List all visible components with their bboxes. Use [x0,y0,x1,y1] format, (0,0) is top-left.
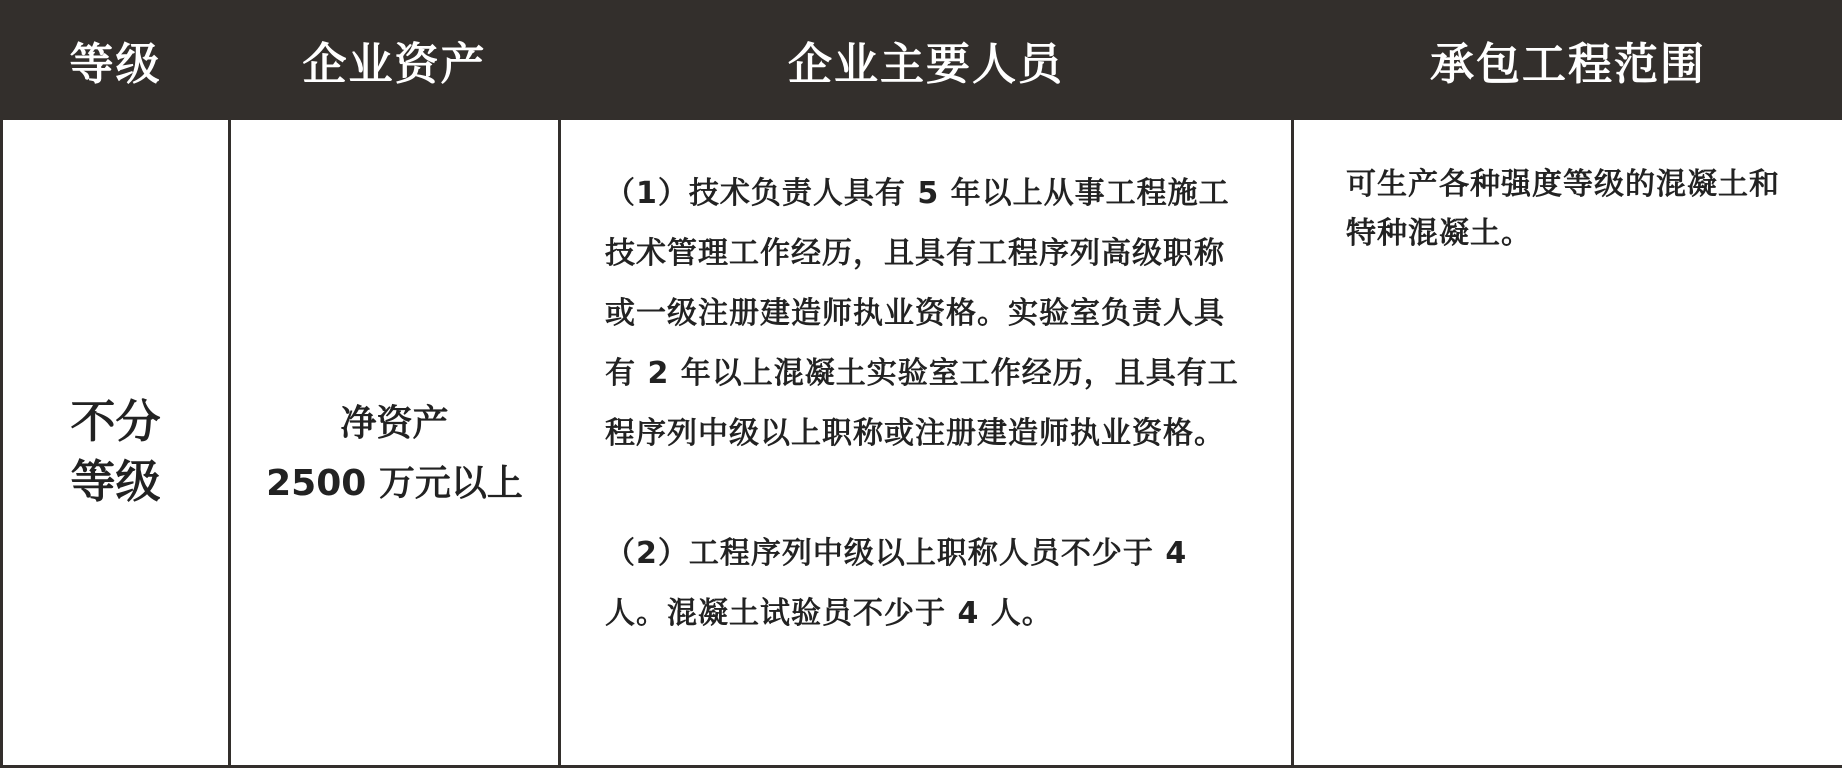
grade-value: 不分等级 [66,392,166,512]
scope-cell [1293,119,1842,767]
assets-amount: 2500 万元以上 [231,454,558,514]
assets-cell [230,119,560,767]
scope-text: 可生产各种强度等级的混凝土和特种混凝土。 [1294,120,1842,258]
personnel-requirement-2: （2）工程序列中级以上职称人员不少于 4 人。混凝土试验员不少于 4 人。 [605,524,1251,644]
table-row [2,119,1842,767]
header-grade: 等级 [2,2,230,119]
assets-label: 净资产 [231,394,558,454]
header-personnel: 企业主要人员 [560,2,1293,119]
header-assets: 企业资产 [230,2,560,119]
header-scope: 承包工程范围 [1293,2,1842,119]
personnel-requirement-1: （1）技术负责人具有 5 年以上从事工程施工技术管理工作经历，且具有工程序列高级职称或一级注册建造师执业资格。实验室负责人具有 2 年以上混凝土实验室工作经历，且具有工程序列中级以上职称或注册建造师执业资格。 [605,164,1251,464]
personnel-cell [560,119,1293,767]
grade-cell [2,119,230,767]
header-row [2,2,1842,119]
